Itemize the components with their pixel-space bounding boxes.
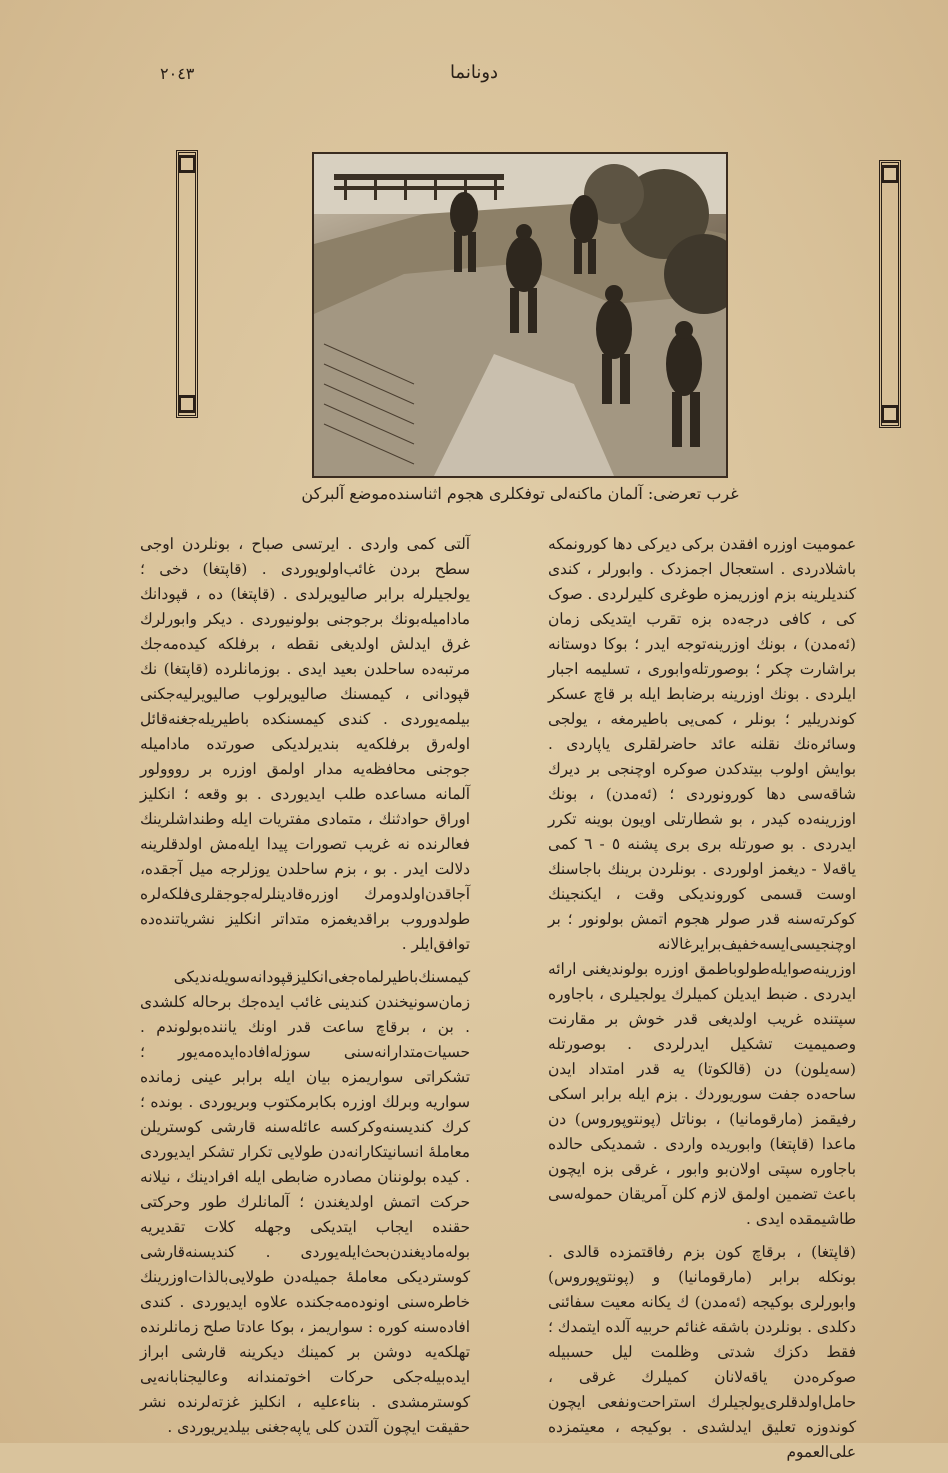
page-header (150, 62, 798, 92)
paragraph: (قاپتغا) ، برقاچ کون بزم رفاقتمزده قالدی . بونکله برابر (مارقومانیا) و (پونتوپوروس) وابورلری بوکیجه (ئەمدن) ك یکانه معیت سفائنی دکلدی . بونلردن باشقه غنائم حربیه آلده ایتمدك ؛ فقط دکزك شدتی وظلمت لیل حسبیله صوکره‌دن یاقەلانان کمیلرك غرقی ، حامل‌اولدقلری‌یولجیلرك استراحت‌ونفعی ایچون کوندوزه تعلیق ایدلشدی . بوکیجه ، معیتمزده علی‌العموم (548, 1243, 856, 1461)
text-column-left (140, 532, 470, 1448)
paragraph: عمومیت اوزره افقدن برکی دیرکی دها کورونمکه باشلادردی . استعجال اجمزدک . وابورلر ، کندی کندیلرینه بزم اوزریمزه طوغری کلیرلردی . صوک کی ، کافی درجه‌ده بزه تقرب ایتدیکی زمان (ئەمدن) ، بونك اوزرینه‌توجه ایدر ؛ بوکا دوستانه براشارت چکر ؛ بوصورتله‌وابوری ، تسلیمه اجبار ایلردی . بونك اوزرینه برضابط ایله بر قاچ عسکر کوندریلیر ؛ بونلر ، کمی‌یی باطیرمغه ، یولجی وسائره‌نك نقلنه عائد حاضرلقلری یاپاردی . بوایش اولوب بیتدکدن صوکره اوچنجی بر دیرك شاقه‌سی دها کورونوردی ؛ (ئەمدن) ، بونك اوزرینه‌ده کیدر ، بو شطارتلی اویون بوینه تکرر ایدردی . بو صورتله بری بری پشنه ٥ - ٦ کمی یاقەلا - دیغمز اولوردی . بونلردن برینك باجاسنك اوست قسمی کورونديکی وقت ، ایکنجینك کوکرته‌سنه قدر صولر هجوم اتمش بولونور ؛ بر اوچنجیسی‌ایسه‌خفیف‌برایرغالانه اوزرینه‌صوایله‌طولوباطمق اوزره بولوندیغنی ارائه ایدردی . ضبط ایدیلن کمیلرك یولجیلری ، باجاوره سپتنده غریب اولدیغی قدر خوش بر مقارنت وصمیمیت تشکیل ایدرلردی . بوصورتله (سەیلون) دن (قالکوتا) یه قدر امتداد ایدن ساحه‌ده جفت سوریوردك . بزم ایله برابر اسکی رفیقمز (مارقومانیا) ، بوناتل (پونتوپوروس) دن ماعدا (قاپتغا) وابوریده واردی . شمدیکی حالده باجاوره سپتی اولان‌بو وابور ، غرقی بزه ایچون باعث تضمین اولمق لازم کلن آمریقان حموله‌سی طاشیمقده ایدی . (548, 535, 856, 1228)
text-column-right (548, 532, 856, 1473)
photo-caption: غرب تعرضی: آلمان ماکنه‌لی توفکلری هجوم اثناسنده‌موضع آلبرکن (301, 484, 739, 503)
ornament-square-icon (881, 165, 899, 183)
paragraph: آلتی کمی واردی . ایرتسی صباح ، بونلردن اوجی سطح بردن غائب‌اولویوردی . (قاپتغا) دخی ؛ یولجیلرله برابر صالیویرلدی . (قاپتغا) ده ، قپودانك مادامیله‌بونك برجوجنی بولونیوردی . دیکر وابورلرك غرق ایدلش اولدیغی نقطه ، برفلکه کیده‌مه‌جك مرتبه‌ده ساحلدن بعید ایدی . بوزمانلرده (قاپتغا) نك قپودانی ، کیمسنك صالیویرلوب صالیویرلیه‌جکنی بیلمه‌یوردی . کندی کیمسنکده باطیریله‌جغنه‌قائل اولەرق برفلکه‌یه بندیرلدیکی صورتده مادامیله جوجنی محافظه‌یه مدار اولمق اوزره بر رووولور آلمانه مساعده طلب ایدیوردی . بو وقعه ؛ انکلیز اوراق حوادثنك ، متمادی مفتریات ایله وطنداشلرینك فعالرنده نه غریب تصورات پیدا ایلەمش اولدقلرینه دلالت ایدر . بو ، بزم ساحلدن یوزلرجه میل آجقده‌، آجاقدن‌اولدومرك اوزره‌قادینلرله‌جوجقلری‌فلکه‌لره طولدوروب براقدیغمزه متداتر انکلیز نشریاتنده‌ده توافق‌ایلر . (140, 535, 470, 953)
photo-illustration (314, 154, 726, 476)
journal-title: دونانما (449, 62, 499, 83)
ornament-square-icon (881, 405, 899, 423)
paragraph: کیمسنك‌باطیرلماه‌جغی‌انکلیزقپودانه‌سویله‌ندیکی زمان‌سونیخندن کندینی غائب ایده‌جك برحاله کلشدی . بن ، برقاچ ساعت قدر اونك یاننده‌بولوندم . حسیات‌متدارانه‌سنی سوزله‌افاده‌ایده‌مه‌یور ؛ تشکراتی سواریمزه بیان ایله برابر عینی زمانده سواریه وبرلك اوزره بکابرمکتوب وبریوردی . بونده ؛ کرك کندیسنه‌وکرکسه عائله‌سنه قارشی کوستریلن معامله‌ٔ انسانیتکارانه‌دن طولایی تکرار تشکر ایدیوردی . کیده بولوننان مصادره ضابطی ایله افرادینك ، نیلانه حرکت اتمش اولدیغندن ؛ آلمانلرك طور وحرکتی حقنده ایجاب ایتدیکی وجهله کلات تقدیریه بوله‌مادیغندن‌بحث‌ایله‌یوردی . کندیسنه‌قارشی کوستردیکی معامله‌ٔ جمیله‌دن طولایی‌بالذات‌اوزرینك خاطره‌سنی اونوده‌مه‌جکنده علاوه ایدیوردی . کندی افاده‌سنه کوره : سواریمز ، بوکا عادتا صلح زمانلرنده تهلکه‌یه دوشن بر کمینك دیکرینه قارشی ابراز ایده‌بیله‌جکی حرکات اخوتمندانه وعالیجنابانه‌یی کوسترمشدی . بناءعلیه ، انکلیز غزته‌لرنده نشر حقیقت ایچون آلتدن کلی یاپه‌جغنی بیلدیریوردی . (139, 968, 470, 1436)
page-number: ٢٠٤٣ (160, 64, 195, 83)
right-ornament-bar (879, 160, 901, 428)
ornament-square-icon (178, 395, 196, 413)
left-ornament-bar (176, 150, 198, 418)
ornament-square-icon (178, 155, 196, 173)
photograph-soldiers-machine-gun-assault (312, 152, 728, 478)
